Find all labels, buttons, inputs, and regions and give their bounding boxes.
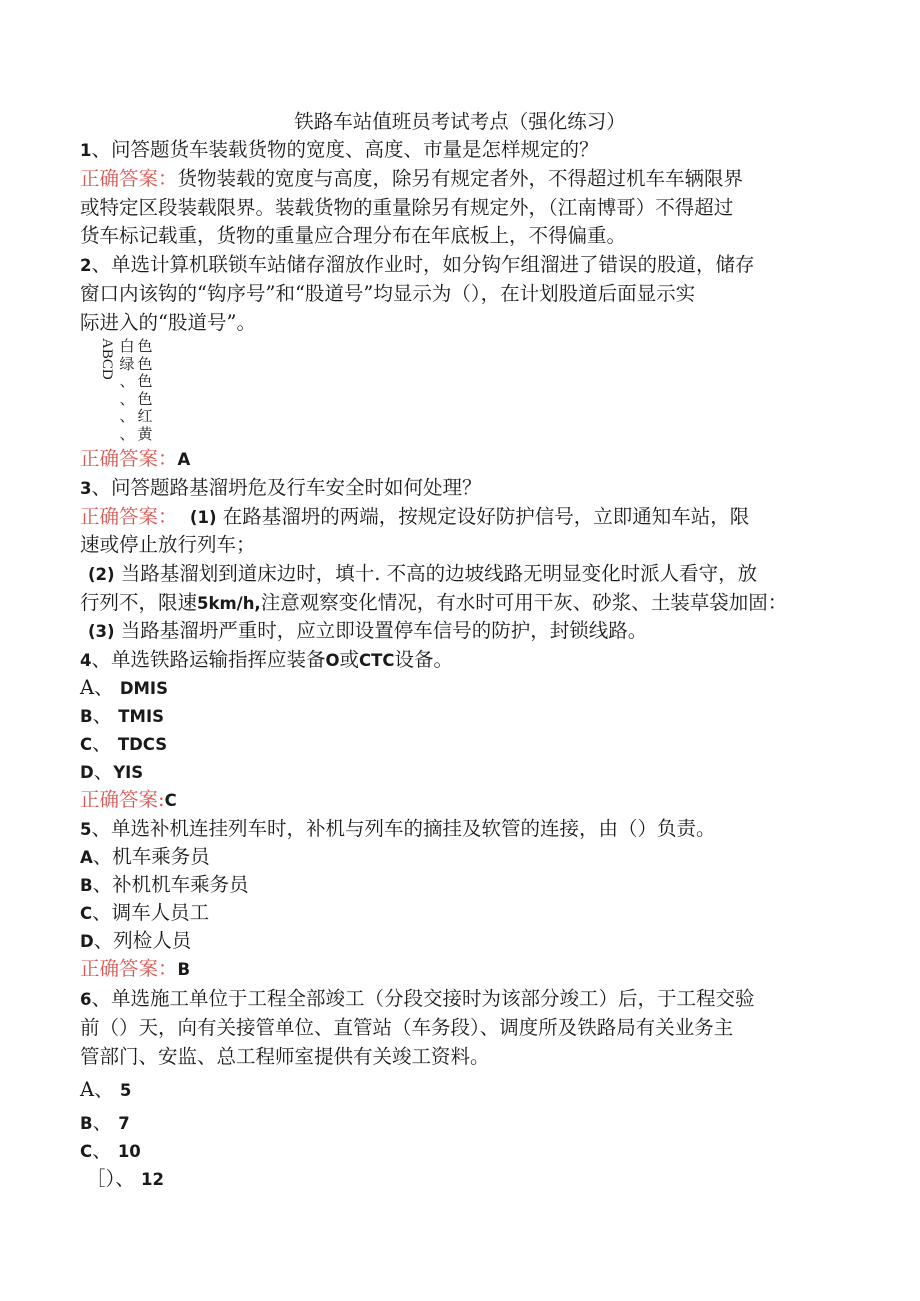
- option-a: A、 5: [80, 1078, 132, 1101]
- question-text: 、问答题路基溜坍危及行车安全时如何处理？: [91, 476, 482, 499]
- question-text: 、单选计算机联锁车站储存溜放作业时，如分钩乍组溜进了错误的股道，储存: [91, 253, 755, 276]
- question-number: 4: [80, 651, 92, 670]
- option-c: C、 TDCS: [80, 732, 168, 755]
- question-1: [80, 136, 599, 165]
- answer-value: C: [164, 791, 177, 810]
- answer-text: 货物装载的宽度与高度，除另有规定者外，不得超过机车车辆限界: [177, 167, 744, 190]
- option-column-2: 色 色 色 色 红 黄: [137, 337, 153, 443]
- answer-1-line-2: 或特定区段装载限界。装载货物的重量除另有规定外，（江南博哥）不得超过: [80, 196, 734, 219]
- option-c: C、 10: [80, 1139, 141, 1162]
- answer-3-line-5: (3) 当路基溜坍严重时，应立即设置停车信号的防护，封锁线路。: [88, 619, 648, 642]
- answer-3-line-1: 正确答案： (1) 在路基溜坍的两端，按规定设好防护信号，立即通知车站，限: [80, 505, 750, 528]
- answer-label: 正确答案：: [80, 447, 178, 470]
- answer-3-line-3: (2) 当路基溜划到道床边时，填十. 不高的边坡线路无明显变化时派人看守，放: [88, 562, 758, 585]
- answer-2: [80, 445, 190, 474]
- question-2-line-1: [80, 251, 755, 280]
- answer-1-line-3: 货车标记载重，货物的重量应合理分布在年底板上，不得偏重。: [80, 224, 627, 247]
- question-number: 2: [80, 256, 92, 275]
- option-d: D、YIS: [80, 760, 144, 783]
- answer-4: [80, 786, 177, 815]
- option-c: C、调车人员工: [80, 901, 210, 924]
- question-number: 5: [80, 820, 92, 839]
- answer-label: 正确答案：: [80, 957, 178, 980]
- answer-label: 正确答案:: [80, 788, 165, 811]
- question-6-line-3: 管部门、安监、总工程师室提供有关竣工资料。: [80, 1045, 490, 1068]
- answer-label: 正确答案：: [80, 505, 178, 528]
- question-6-line-2: 前（）天，向有关接管单位、直管站（车务段）、调度所及铁路局有关业务主: [80, 1016, 734, 1039]
- option-b: B、补机机车乘务员: [80, 873, 249, 896]
- question-number: 3: [80, 479, 92, 498]
- option-b: B、 TMIS: [80, 704, 164, 727]
- answer-5: [80, 955, 190, 984]
- question-2-line-2: 窗口内该钩的“钩序号”和“股道号”均显示为（），在计划股道后面显示实: [80, 282, 696, 305]
- question-5: 5、单选补机连挂列车时，补机与列车的摘挂及软管的连接，由（）负责。: [80, 817, 716, 840]
- page-title: 铁路车站值班员考试考点（强化练习）: [294, 110, 626, 133]
- option-a: A、机车乘务员: [80, 845, 210, 868]
- question-2-line-3: 际进入的“股道号”。: [80, 311, 256, 334]
- option-column-1: 白 绿 、 、 、 、: [119, 337, 135, 443]
- question-6-line-1: 6、单选施工单位于工程全部竣工（分段交接时为该部分竣工）后，于工程交验: [80, 987, 755, 1010]
- option-letters-vertical: ABCD: [99, 338, 115, 380]
- answer-value: A: [177, 450, 191, 469]
- question-3: [80, 474, 482, 503]
- option-b: B、 7: [80, 1111, 130, 1134]
- answer-value: B: [177, 960, 191, 979]
- answer-1-line-1: [80, 165, 743, 193]
- question-number: 6: [80, 990, 92, 1009]
- answer-3-line-4: 行列不，限速5km/h,注意观察变化情况，有水时可用干灰、砂浆、土装草袋加固：: [80, 591, 788, 614]
- option-a: A、 DMIS: [80, 676, 168, 699]
- answer-label: 正确答案：: [80, 167, 178, 190]
- option-d: D、列检人员: [80, 929, 192, 952]
- question-text: 、问答题货车装载货物的宽度、高度、市量是怎样规定的？: [91, 138, 599, 161]
- question-4: 4、单选铁路运输指挥应装备O或CTC设备。: [80, 648, 454, 671]
- answer-3-line-2: 速或停止放行列车；: [80, 533, 256, 556]
- question-number: 1: [80, 141, 92, 160]
- option-d: ［）、 12: [86, 1167, 164, 1190]
